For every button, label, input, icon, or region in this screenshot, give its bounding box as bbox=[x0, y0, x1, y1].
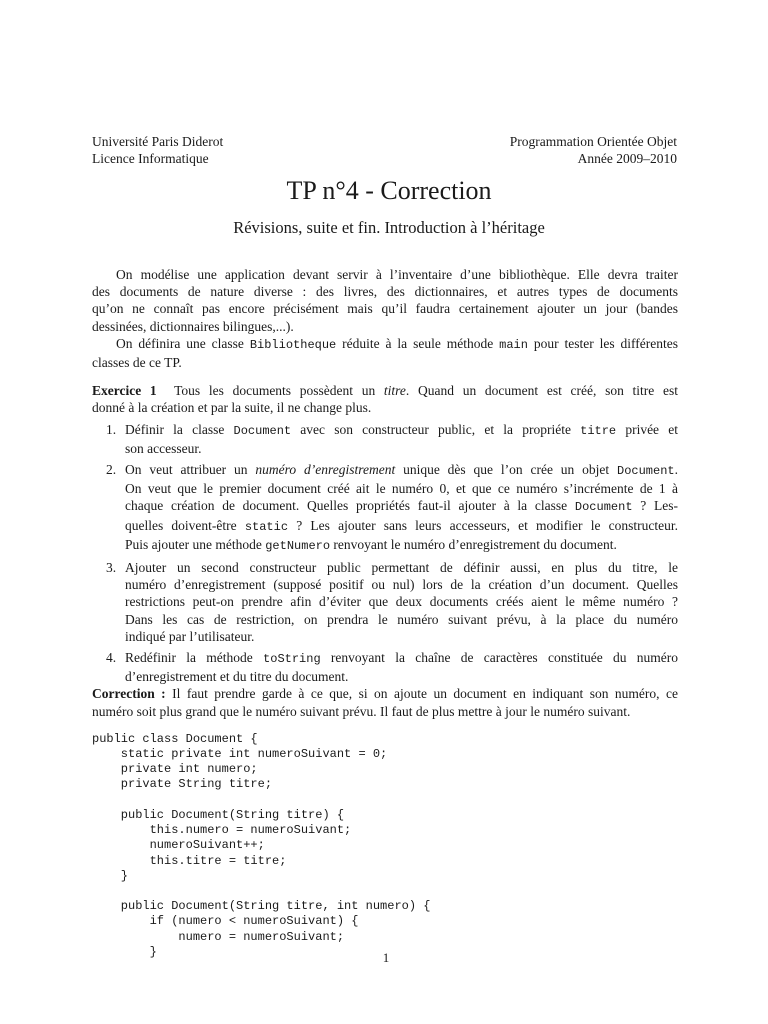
list-item bbox=[92, 461, 678, 555]
text-run: quelles doivent-être bbox=[125, 517, 245, 533]
academic-year: Année 2009–2010 bbox=[577, 151, 677, 166]
exercise-label: Exercice 1 bbox=[92, 383, 157, 399]
text-line: numéro soit plus grand que le numéro suivant prévu. Il faut de plus mettre à jour le numéro suivant. bbox=[92, 703, 631, 719]
text-line: d’enregistrement et du titre du document. bbox=[125, 669, 349, 685]
text-run: . Quand un document est créé, son titre est bbox=[405, 383, 678, 399]
text-run: Définir la classe bbox=[125, 421, 234, 437]
text-line: On veut que le premier document créé ait le numéro 0, et que ce numéro s’incrémente de 1 à bbox=[125, 481, 678, 497]
code-token: Document bbox=[574, 500, 633, 515]
text-line: Ajouter un second constructeur public permettant de définir aussi, en plus du titre, le bbox=[125, 560, 678, 576]
text-line bbox=[92, 685, 678, 702]
intro-paragraph-2 bbox=[92, 335, 678, 371]
header-left bbox=[92, 133, 223, 167]
text-line bbox=[125, 649, 678, 668]
text-run: réduite à la seule méthode bbox=[336, 335, 500, 351]
text-run: avec son constructeur public, et la propriéte bbox=[291, 421, 581, 437]
emphasis: numéro d’enregistrement bbox=[255, 462, 396, 478]
text-run: ? Les ajouter sans leurs accesseurs, et modifier le constructeur. bbox=[288, 517, 678, 533]
item-number: 3. bbox=[106, 560, 117, 576]
text-run: On veut attribuer un bbox=[125, 462, 256, 478]
code-token: getNumero bbox=[265, 538, 331, 553]
text-run: unique dès que l’on crée un objet bbox=[395, 462, 617, 478]
text-run: Puis ajouter une méthode bbox=[125, 536, 266, 552]
correction-note bbox=[92, 685, 678, 719]
text-run: privée et bbox=[616, 421, 678, 437]
page-subtitle: Révisions, suite et fin. Introduction à l’héritage bbox=[233, 218, 545, 237]
code-block: public class Document { static private int numeroSuivant = 0; private int numero; private String titre; public Document(String titre) { this.numero = numeroSuivant; numeroSuivant++; this.titre = titre; } public Document(String titre, int numero) { if (numero < numeroSuivant) { numero = numeroSuivant; } bbox=[92, 731, 431, 959]
document-body bbox=[92, 266, 678, 960]
text-line: donné à la création et par la suite, il ne change plus. bbox=[92, 400, 372, 416]
text-line: On modélise une application devant servir à l’inventaire d’une bibliothèque. Elle devra traiter bbox=[116, 267, 678, 282]
item-number: 1. bbox=[106, 421, 117, 437]
text-line bbox=[125, 461, 678, 480]
list-item bbox=[92, 559, 678, 645]
code-token: toString bbox=[263, 652, 321, 667]
list-item bbox=[92, 421, 678, 457]
text-run: renvoyant le numéro d’enregistrement du document. bbox=[330, 536, 617, 552]
text-line: des documents de nature diverse : des livres, des dictionnaires, et autres types de documents bbox=[92, 284, 678, 300]
text-line bbox=[125, 517, 678, 536]
course-name: Programmation Orientée Objet bbox=[509, 134, 677, 149]
text-run: pour tester les différentes bbox=[527, 335, 679, 351]
university-name: Université Paris Diderot bbox=[92, 134, 224, 149]
text-line bbox=[125, 497, 678, 516]
class-name-code: Bibliotheque bbox=[249, 337, 337, 352]
text-run: Il faut prendre garde à ce que, si on ajoute un document en indiquant son numéro, ce bbox=[165, 686, 678, 702]
text-run: ? Les- bbox=[632, 498, 678, 514]
text-run: On définira une classe bbox=[116, 335, 250, 351]
intro-paragraph-1 bbox=[92, 266, 678, 335]
text-run: renvoyant la chaîne de caractères constituée du numéro bbox=[320, 650, 678, 666]
code-token: Document bbox=[617, 464, 675, 479]
text-line: restrictions peut-on prendre afin d’éviter que deux documents créés aient le même numéro ? bbox=[125, 594, 678, 610]
text-line: classes de ce TP. bbox=[92, 355, 182, 371]
exercise-items bbox=[92, 421, 678, 686]
text-line bbox=[92, 335, 678, 354]
text-line bbox=[92, 382, 678, 399]
text-line: dessinées, dictionnaires bilingues,...). bbox=[92, 318, 294, 334]
emphasis: titre bbox=[383, 383, 406, 399]
method-name-code: main bbox=[499, 337, 528, 352]
code-token: titre bbox=[580, 423, 617, 438]
page-title: TP n°4 - Correction bbox=[286, 176, 492, 205]
page-number: 1 bbox=[382, 950, 390, 965]
exercise-1 bbox=[92, 382, 678, 685]
text-line: indiqué par l’utilisateur. bbox=[125, 628, 255, 644]
correction-label: Correction : bbox=[92, 686, 166, 702]
text-line bbox=[125, 536, 678, 555]
header-right bbox=[510, 133, 677, 167]
text-line bbox=[125, 421, 678, 440]
item-number: 4. bbox=[106, 650, 117, 666]
text-line: qu’on ne connaît pas encore précisément mais qu’il faudra certainement ajouter un jour (bandes bbox=[92, 301, 678, 317]
text-run: . bbox=[674, 462, 678, 478]
degree-name: Licence Informatique bbox=[92, 151, 209, 166]
text-line: son accesseur. bbox=[125, 440, 202, 456]
list-item bbox=[92, 649, 678, 685]
text-line: numéro d’enregistrement (supposé positif ou nul) lors de la création d’un document. Quelles bbox=[125, 577, 678, 593]
text-line: Dans les cas de restriction, on prendra le numéro suivant prévu, à la place du numéro bbox=[125, 611, 678, 627]
text-run: Redéfinir la méthode bbox=[125, 650, 264, 666]
text-run: chaque création de document. Quelles propriétés faut-il ajouter à la classe bbox=[125, 498, 575, 514]
code-token: Document bbox=[233, 423, 292, 438]
item-number: 2. bbox=[106, 462, 117, 478]
text-run: Tous les documents possèdent un bbox=[174, 383, 384, 399]
code-token: static bbox=[244, 519, 289, 534]
